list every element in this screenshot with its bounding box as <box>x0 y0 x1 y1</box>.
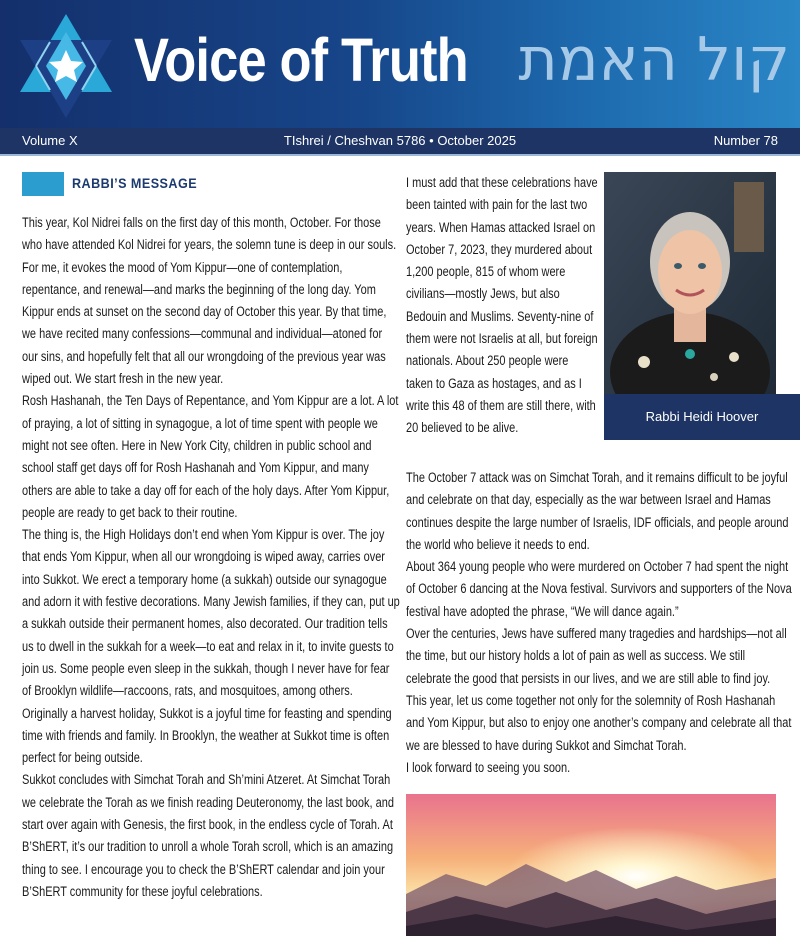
article-paragraph: I look forward to seeing you soon. <box>406 759 571 775</box>
issue-number: Number 78 <box>713 133 778 148</box>
article-column-right-top <box>406 172 598 440</box>
article-paragraph: The thing is, the High Holidays don’t end when Yom Kippur is over. The joy that ends Yom Kippur, when all our wrongdoing is wiped away, carries over into Sukkot. We erect a temporary home (a sukkah) outside our synagogue and adorn it with festive decorations. Many Jewish families, if they can, put up a sukkah outside their permanent homes, also decorated. Our tradition tells us to dwell in the sukkah for a week—to eat and relax in it, to invite guests to join us. Some people even sleep in the sukkah, though I never have for fear of Brooklyn wildlife—raccoons, rats, and mosquitoes, among others. Originally a harvest holiday, Sukkot is a joyful time for feasting and spending time with friends and family. In Brooklyn, the weather at Sukkot time is often perfect for being outside. <box>22 527 400 766</box>
section-title: RABBI’S MESSAGE <box>72 175 198 191</box>
article-paragraph: Over the centuries, Jews have suffered many tragedies and hardships—not all the time, but our history holds a lot of pain as well as success. We still celebrate the good that persists in our lives, and we are still able to find joy. This year, let us come together not only for the solemnity of Rosh Hashanah and Yom Kippur, but also to enjoy one another’s company and celebrate all that we are blessed to have during Sukkot and Simchat Torah. <box>406 626 792 753</box>
article-paragraph: I must add that these celebrations have been tainted with pain for the last two years. When Hamas attacked Israel on October 7, 2023, they murdered about 1,200 people, 815 of whom were civilians—mostly Jews, but also Bedouin and Muslims. Seventy-nine of them were not Israelis at all, but foreign nationals. About 250 people were taken to Gaza as hostages, and as I write this 48 of them are still there, with 20 believed to be alive. <box>406 175 598 436</box>
article-column-left <box>22 212 400 903</box>
section-color-block <box>22 172 64 196</box>
issue-volume: Volume X <box>22 133 78 148</box>
rabbi-photo <box>604 172 776 394</box>
section-heading <box>22 172 382 196</box>
masthead <box>0 0 800 128</box>
star-of-david-logo-icon <box>14 10 118 122</box>
photo-caption: Rabbi Heidi Hoover <box>604 394 800 440</box>
rabbi-portrait-icon <box>604 172 776 394</box>
article-paragraph: Rosh Hashanah, the Ten Days of Repentance, and Yom Kippur are a lot. A lot of praying, a lot of sitting in synagogue, a lot of time spent with people we might not see often. Here in New York City, children in public school and school staff get days off for Rosh Hashanah and Yom Kippur, and many others are able to take a day off for each of the holy days. After Yom Kippur, people are ready to get back to their routine. <box>22 393 399 520</box>
issue-info-bar <box>0 128 800 156</box>
issue-date: TIshrei / Cheshvan 5786 • October 2025 <box>283 133 517 148</box>
article-paragraph: About 364 young people who were murdered on October 7 had spent the night of October 6 dancing at the Nova festival. Survivors and supporters of the Nova festival have adopted the phrase, “We will dance again.” <box>406 559 792 619</box>
article-paragraph: Sukkot concludes with Simchat Torah and Sh’mini Atzeret. At Simchat Torah we celebrate the Torah as we finish reading Deuteronomy, the last book, and start over again with Genesis, the first book, in the endless cycle of Torah. At B’ShERT, it’s our tradition to unroll a whole Torah scroll, which is an amazing thing to see. I encourage you to check the B’ShERT calendar and join your B’ShERT community for these joyful celebrations. <box>22 772 394 899</box>
article-column-right-bottom <box>406 467 792 779</box>
masthead-title-hebrew: קול האמת <box>518 25 790 95</box>
article-paragraph: This year, Kol Nidrei falls on the first day of this month, October. For those who have attended Kol Nidrei for years, the solemn tune is deep in our souls. For me, it evokes the mood of Yom Kippur—one of contemplation, repentance, and renewal—and marks the beginning of the long day. Yom Kippur ends at sunset on the second day of October this year. By that time, we have recited many confessions—communal and individual—atoned for our sins, and hopefully felt that all our wrongdoing of the previous year was wiped out. We start fresh in the new year. <box>22 215 397 387</box>
sunset-image <box>406 794 776 936</box>
sunset-mountains-icon <box>406 794 776 936</box>
masthead-title-english: Voice of Truth <box>134 26 468 94</box>
article-paragraph: The October 7 attack was on Simchat Torah, and it remains difficult to be joyful and celebrate on that day, especially as the war between Israel and Hamas continues despite the large number of Israelis, IDF officials, and people around the world who believe it needs to end. <box>406 470 789 552</box>
